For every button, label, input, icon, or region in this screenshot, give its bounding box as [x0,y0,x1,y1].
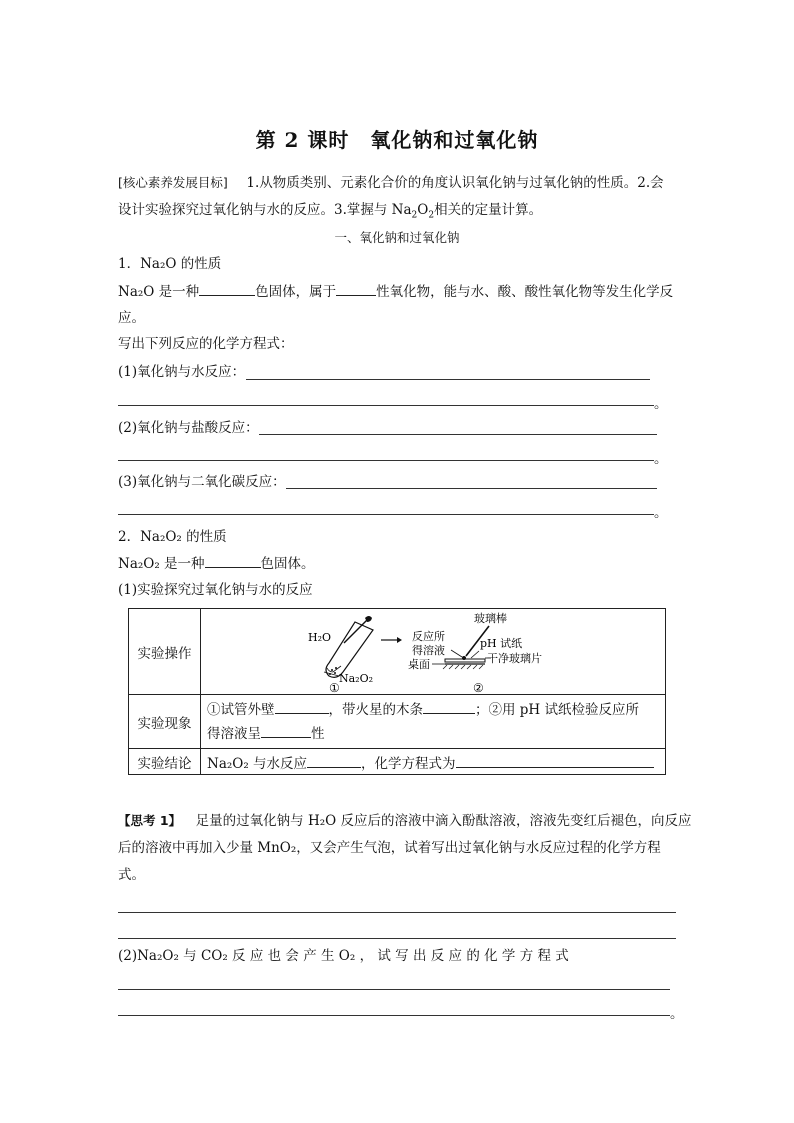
experiment-heading: (1)实验探究过氧化钠与水的反应 [118,582,313,598]
period: 。 [654,396,668,412]
answer-line[interactable] [118,514,654,515]
reaction-2-label: (2)氧化钠与盐酸反应： [118,420,259,436]
concl-b: ，化学方程式为 [361,755,456,772]
color-blank[interactable] [205,553,261,568]
step-2-label: ② [473,680,484,694]
intro-text-2b: 相关的定量计算。 [434,202,543,218]
intro-text-1: 1.从物质类别、元素化合价的角度认识氧化钠与过氧化钠的性质。2.会 [246,175,664,191]
answer-line[interactable] [118,989,670,990]
ph-paper-label: pH 试纸 [480,636,523,650]
test-tube-icon [326,622,373,677]
answer-line[interactable] [118,938,676,939]
row-label: 实验操作 [129,609,201,695]
na2o-desc-d: 应。 [118,310,145,326]
dropper-icon [344,616,372,643]
obs-d: 得溶液呈 [207,725,261,742]
think-text-2: 后的溶液中再加入少量 MnO₂，又会产生气泡，试着写出过氧化钠与水反应过程的化学方程 [118,840,661,856]
na2o2-heading: 2．Na₂O₂ 的性质 [118,529,227,545]
think-text-1: 足量的过氧化钠与 H₂O 反应后的溶液中滴入酚酞溶液，溶液先变红后褪色，向反应 [195,813,692,829]
h2o-label: H₂O [308,630,332,644]
answer-line[interactable] [118,1015,670,1016]
na2o2-description [118,553,315,574]
obs-a: ①试管外壁 [207,701,275,718]
reaction-1-label: (1)氧化钠与水反应： [118,364,246,380]
table-top-label: 桌面 [408,657,430,671]
obs-c: ；②用 pH 试纸检验反应所 [475,701,639,718]
na2o-heading: 1．Na₂O 的性质 [118,256,222,272]
equation-blank[interactable] [456,753,654,768]
observation-blank[interactable] [423,699,475,714]
oxide-type-blank[interactable] [336,281,376,296]
answer-line[interactable] [286,488,657,489]
table-row [129,695,666,749]
period: 。 [670,1006,684,1022]
na2o-desc-c: 性氧化物，能与水、酸、酸性氧化物等发生化学反 [376,284,674,300]
na2o2-desc-a: Na₂O₂ 是一种 [118,556,205,572]
row-label: 实验结论 [129,749,201,775]
period: 。 [654,505,668,521]
observation-blank[interactable] [261,723,311,738]
glass-rod-label: 玻璃棒 [474,611,507,625]
arrow-right-icon [381,637,402,643]
na2o-description [118,281,673,302]
glass-slide-icon [443,659,485,669]
na2o2-label: Na₂O₂ [339,671,374,685]
conclusion-cell [201,749,666,775]
intro-text-2a: 设计实验探究过氧化钠与水的反应。3.掌握与 Na [118,202,412,218]
period: 。 [654,451,668,467]
experiment-diagram-cell [201,609,666,695]
answer-line[interactable] [259,434,657,435]
think-line-1 [118,811,692,831]
reaction-3-label: (3)氧化钠与二氧化碳反应： [118,474,286,490]
table-row [129,609,666,695]
na2o2-desc-b: 色固体。 [260,556,315,572]
observation-blank[interactable] [275,699,329,714]
experiment-table [128,608,666,775]
na2o-desc-b: 色固体，属于 [255,284,337,300]
color-blank[interactable] [199,281,255,296]
intro-line-1 [118,173,664,193]
intro-line-2: 设计实验探究过氧化钠与水的反应。3.掌握与 $Na_2O_2$相关的定量计算。 [118,202,543,221]
solution-label-b: 得溶液 [412,643,445,657]
observation-cell [201,695,666,749]
think-label: 【思考 1】 [118,813,182,828]
step-1-label: ① [329,680,340,694]
table-row [129,749,666,775]
answer-line[interactable] [246,379,650,380]
row-label: 实验现象 [129,695,201,749]
co2-reaction-prompt: (2)Na₂O₂ 与 CO₂ 反 应 也 会 产 生 O₂ ， 试 写 出 反 应 的 化 学 方 程 式 [118,948,569,964]
think-text-3: 式。 [118,867,145,883]
answer-line[interactable] [118,460,654,461]
na2o-desc-a: Na₂O 是一种 [118,284,200,300]
answer-line[interactable] [118,912,676,913]
equation-prompt: 写出下列反应的化学方程式： [118,336,294,352]
intro-label: [核心素养发展目标] [118,175,228,190]
page-title: 第 2 课时 氧化钠和过氧化钠 [255,128,539,152]
clean-glass-label: 干净玻璃片 [487,651,542,665]
concl-a: Na₂O₂ 与水反应 [207,755,308,772]
conclusion-blank[interactable] [307,753,361,768]
obs-e: 性 [311,725,325,742]
section-heading: 一、氧化钠和过氧化钠 [334,230,460,245]
answer-line[interactable] [118,405,654,406]
obs-b: ，带火星的木条 [328,701,423,718]
solution-label-a: 反应所 [412,629,445,643]
experiment-diagram [201,610,665,694]
